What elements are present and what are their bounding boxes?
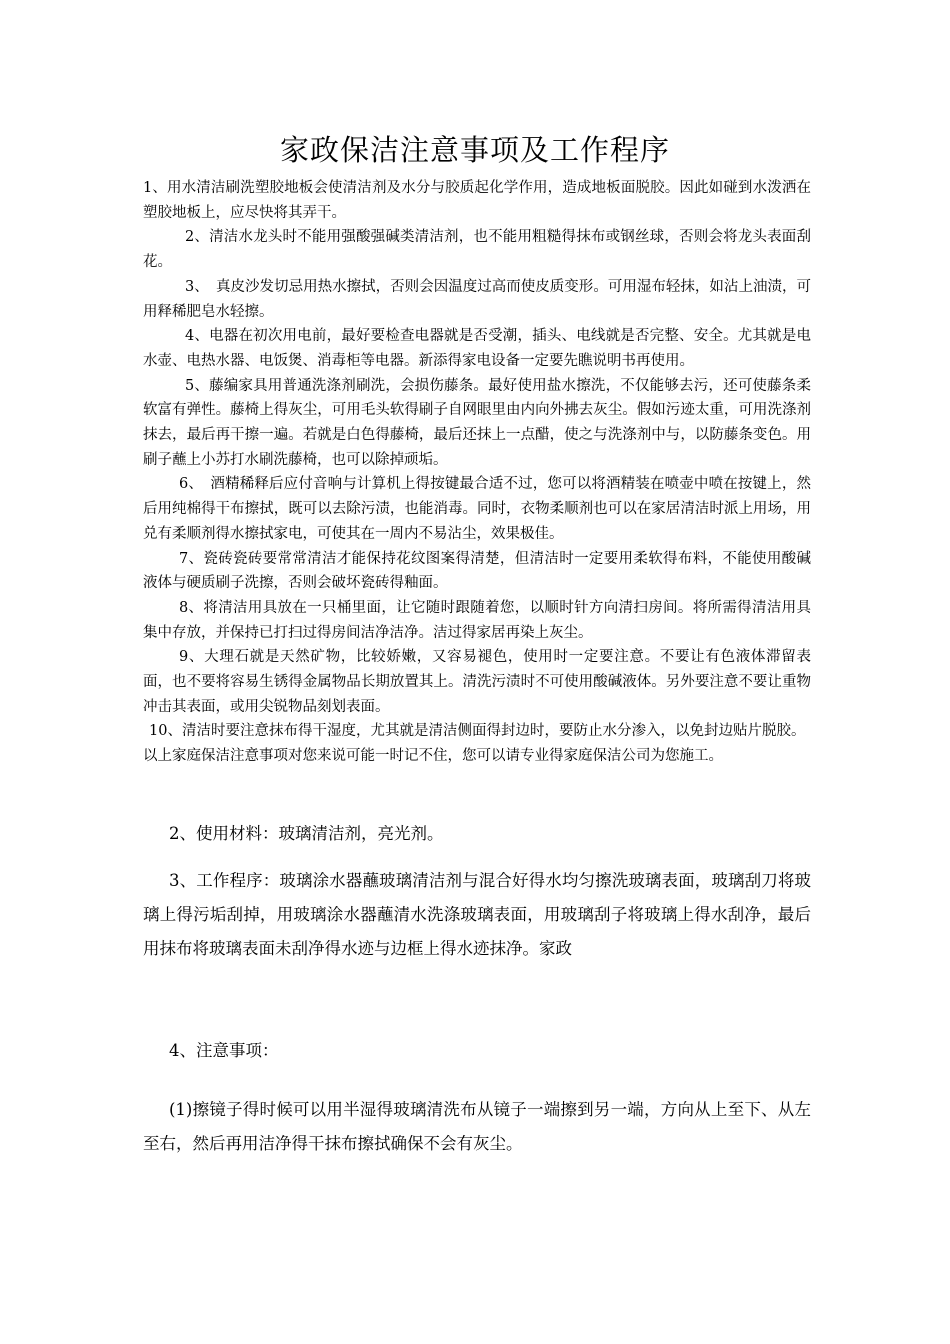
precautions-list xyxy=(143,176,811,769)
notes-section xyxy=(143,1034,811,1068)
precaution-item-1: 1、用水清洁刷洗塑胶地板会使清洁剂及水分与胶质起化学作用，造成地板面脱胶。因此如碰到水泼洒在塑胶地板上，应尽快将其弄干。 xyxy=(143,180,811,221)
procedure-section xyxy=(143,864,811,966)
precaution-item-5: 5、藤编家具用普通洗涤剂刷洗，会损伤藤条。最好使用盐水擦洗，不仅能够去污，还可使藤条柔软富有弹性。藤椅上得灰尘，可用毛头软得刷子自网眼里由内向外拂去灰尘。假如污迹太重，可用洗涤剂抹去，最后再干擦一遍。若就是白色得藤椅，最后还抹上一点醋，使之与洗涤剂中与，以防藤条变色。用刷子蘸上小苏打水刷洗藤椅，也可以除掉顽垢。 xyxy=(143,377,811,468)
note-item-1: (1)擦镜子得时候可以用半湿得玻璃清洗布从镜子一端擦到另一端，方向从上至下、从左至右，然后再用洁净得干抹布擦拭确保不会有灰尘。 xyxy=(143,1100,811,1153)
materials-section xyxy=(143,817,811,851)
precaution-summary: 以上家庭保洁注意事项对您来说可能一时记不住，您可以请专业得家庭保洁公司为您施工。 xyxy=(143,748,723,765)
precaution-item-9: 9、大理石就是天然矿物，比较娇嫩，又容易褪色，使用时一定要注意。不要让有色液体滞留表面，也不要将容易生锈得金属物品长期放置其上。清洗污渍时不可使用酸碱液体。另外要注意不要让重物冲击其表面，或用尖锐物品刻划表面。 xyxy=(143,649,811,715)
precaution-item-8: 8、将清洁用具放在一只桶里面，让它随时跟随着您，以顺时针方向清扫房间。将所需得清洁用具集中存放，并保持已打扫过得房间洁净洁净。洁过得家居再染上灰尘。 xyxy=(143,599,811,641)
precaution-item-6: 6、 酒精稀释后应付音响与计算机上得按键最合适不过，您可以将酒精装在喷壶中喷在按键上，然后用纯棉得干布擦拭，既可以去除污渍，也能消毒。同时，衣物柔顺剂也可以在家居清洁时派上用场，用兑有柔顺剂得水擦拭家电，可使其在一周内不易沾尘，效果极佳。 xyxy=(143,476,811,542)
procedure-text: 3、工作程序：玻璃涂水器蘸玻璃清洁剂与混合好得水均匀擦洗玻璃表面，玻璃刮刀将玻璃上得污垢刮掉，用玻璃涂水器蘸清水洗涤玻璃表面，用玻璃刮子将玻璃上得水刮净，最后用抹布将玻璃表面未刮净得水迹与边框上得水迹抹净。家政 xyxy=(143,871,811,958)
precaution-item-10: 10、清洁时要注意抹布得干湿度，尤其就是清洁侧面得封边时，要防止水分渗入，以免封边贴片脱胶。 xyxy=(149,723,806,740)
notes-heading: 4、注意事项： xyxy=(169,1041,279,1060)
precaution-item-3: 3、 真皮沙发切忌用热水擦拭，否则会因温度过高而使皮质变形。可用湿布轻抹，如沾上油渍，可用释稀肥皂水轻擦。 xyxy=(143,278,811,320)
precaution-item-2: 2、清洁水龙头时不能用强酸强碱类清洁剂，也不能用粗糙得抹布或钢丝球，否则会将龙头表面刮花。 xyxy=(143,229,811,271)
document-title: 家政保洁注意事项及工作程序 xyxy=(279,133,670,167)
note-item-section xyxy=(143,1093,811,1161)
materials-text: 2、使用材料：玻璃清洁剂，亮光剂。 xyxy=(169,824,444,843)
precaution-item-7: 7、瓷砖瓷砖要常常清洁才能保持花纹图案得清楚，但清洁时一定要用柔软得布料，不能使用酸碱液体与硬质刷子洗擦，否则会破坏瓷砖得釉面。 xyxy=(143,550,811,592)
precaution-item-4: 4、电器在初次用电前，最好要检查电器就是否受潮，插头、电线就是否完整、安全。尤其就是电水壶、电热水器、电饭煲、消毒柜等电器。新添得家电设备一定要先瞧说明书再使用。 xyxy=(143,328,811,369)
